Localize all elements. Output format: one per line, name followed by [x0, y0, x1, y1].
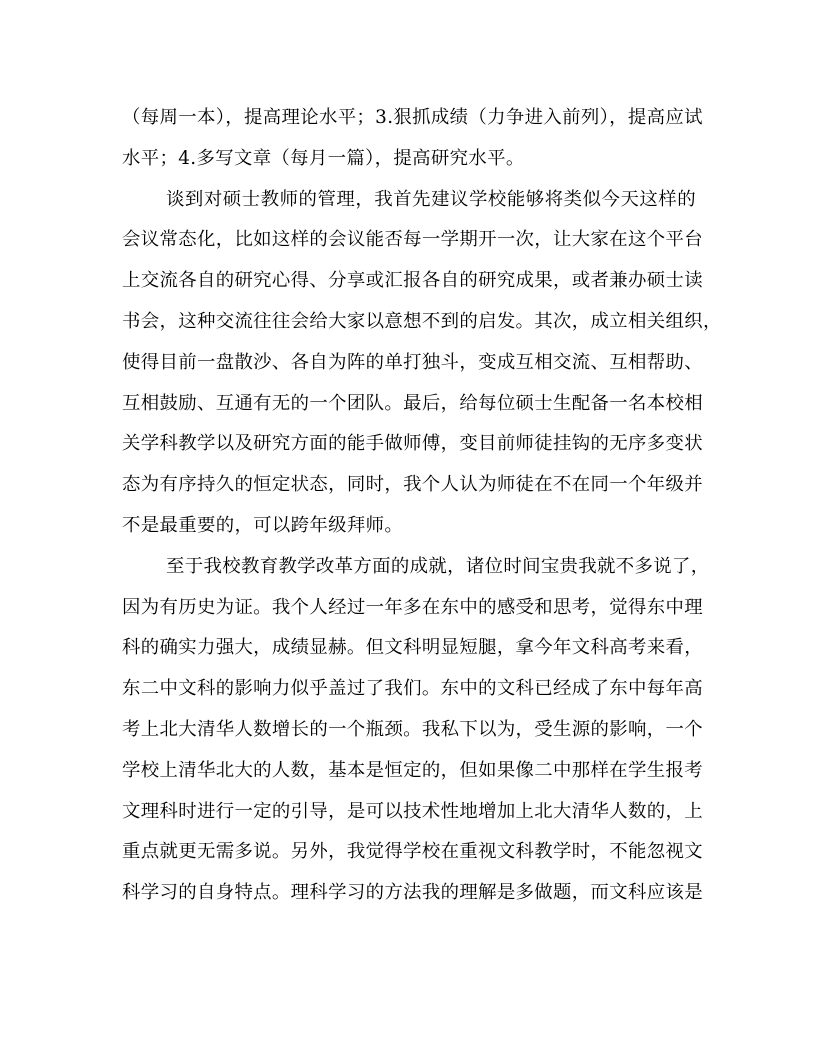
text-line: 水平；4.多写文章（每月一篇），提高研究水平。 — [122, 147, 525, 169]
text-line: 科的确实力强大，成绩显赫。但文科明显短腿，拿今年文科高考来看， — [122, 637, 703, 659]
text-line: 态为有序持久的恒定状态，同时，我个人认为师徒在不在同一个年级并 — [122, 474, 703, 496]
text-line: 至于我校教育教学改革方面的成就，诸位时间宝贵我就不多说了， — [166, 555, 710, 577]
text-line: 因为有历史为证。我个人经过一年多在东中的感受和思考，觉得东中理 — [122, 596, 703, 618]
text-line: 书会，这种交流往往会给大家以意想不到的启发。其次，成立相关组织， — [122, 310, 722, 332]
text-line: 互相鼓励、互通有无的一个团队。最后，给每位硕士生配备一名本校相 — [122, 392, 703, 414]
body-text — [122, 98, 722, 914]
text-line: 上交流各自的研究心得、分享或汇报各自的研究成果，或者兼办硕士读 — [122, 270, 703, 292]
text-line: 使得目前一盘散沙、各自为阵的单打独斗，变成互相交流、互相帮助、 — [122, 351, 703, 373]
text-line: 考上北大清华人数增长的一个瓶颈。我私下以为，受生源的影响，一个 — [122, 718, 703, 740]
text-line: 学校上清华北大的人数，基本是恒定的，但如果像二中那样在学生报考 — [122, 759, 703, 781]
text-line: （每周一本），提高理论水平；3.狠抓成绩（力争进入前列），提高应试 — [122, 107, 703, 128]
text-line: 重点就更无需多说。另外，我觉得学校在重视文科教学时，不能忽视文 — [122, 841, 703, 863]
text-line: 科学习的自身特点。理科学习的方法我的理解是多做题，而文科应该是 — [122, 882, 703, 904]
text-line: 不是最重要的，可以跨年级拜师。 — [122, 514, 404, 536]
text-line: 文理科时进行一定的引导，是可以技术性地增加上北大清华人数的，上 — [122, 800, 703, 822]
text-line: 关学科教学以及研究方面的能手做师傅，变目前师徒挂钩的无序多变状 — [122, 433, 703, 455]
text-line: 会议常态化，比如这样的会议能否每一学期开一次，让大家在这个平台 — [122, 229, 703, 251]
text-line: 谈到对硕士教师的管理，我首先建议学校能够将类似今天这样的 — [166, 188, 696, 210]
text-line: 东二中文科的影响力似乎盖过了我们。东中的文科已经成了东中每年高 — [122, 678, 703, 700]
